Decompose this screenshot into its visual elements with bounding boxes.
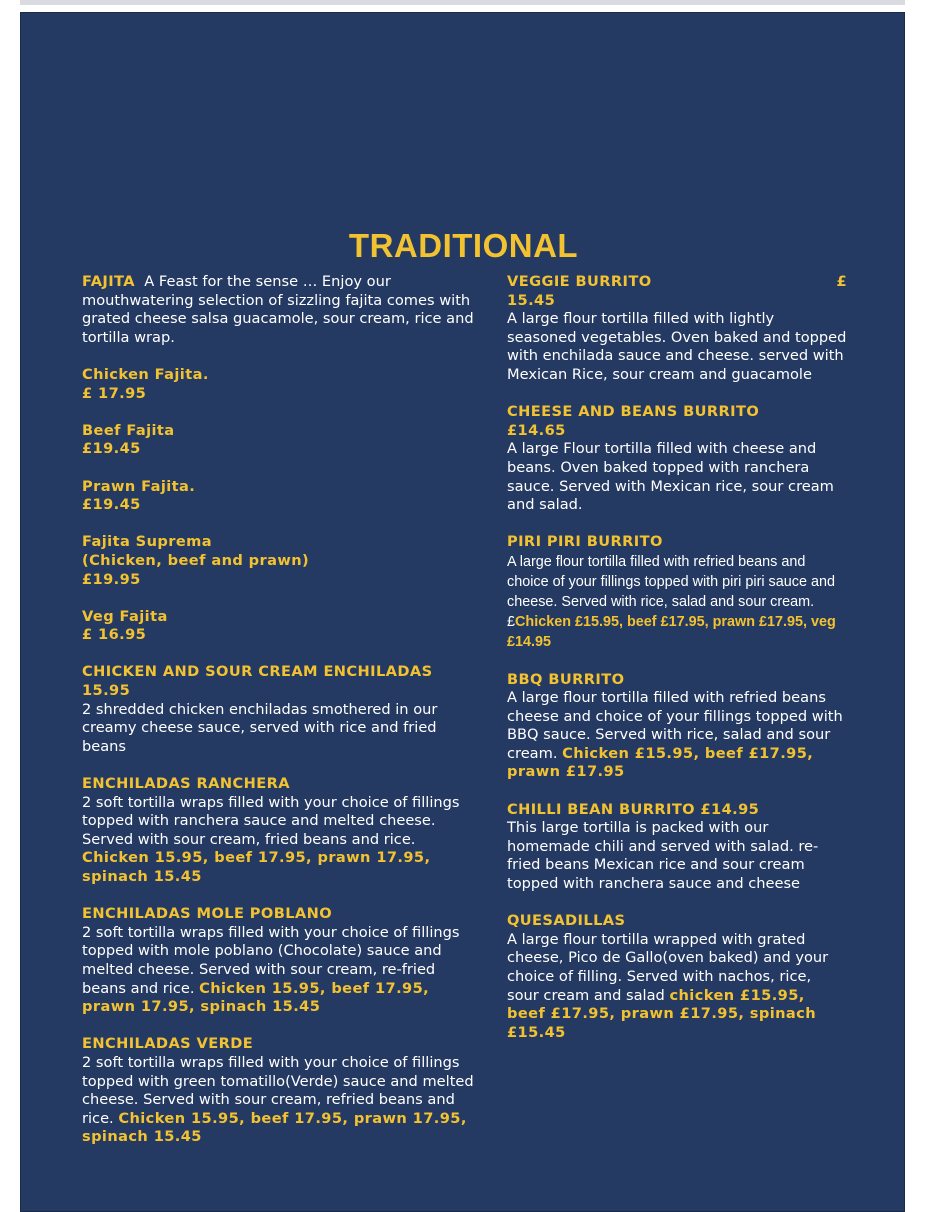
item-desc: A large flour tortilla filled with refried beans cheese and choice of your fillings topped with BBQ sauce. Served with rice, salad and sour cream. bbox=[507, 689, 843, 762]
menu-item-prawn-fajita bbox=[82, 478, 482, 515]
item-desc: A large flour tortilla filled with refried beans and choice of your fillings topped with piri piri sauce and cheese. Served with rice, salad and sour cream. £ bbox=[507, 553, 835, 630]
item-name: Fajita Suprema bbox=[82, 533, 212, 551]
item-subtitle: (Chicken, beef and prawn) bbox=[82, 551, 310, 569]
item-desc-block bbox=[507, 552, 847, 652]
item-desc: A Feast for the sense … Enjoy our mouthwatering selection of sizzling fajita comes with grated cheese salsa guacamole, sour cream, rice and tortilla wrap. bbox=[82, 273, 474, 346]
item-prices: chicken £15.95, beef £17.95, prawn £17.95, spinach £15.45 bbox=[507, 986, 817, 1041]
item-desc: A large flour tortilla filled with lightly seasoned vegetables. Oven baked and topped with enchilada sauce and cheese. served with Mexican Rice, sour cream and guacamole bbox=[507, 310, 847, 383]
menu-item-veggie-burrito bbox=[507, 273, 847, 385]
item-name: VEGGIE BURRITO bbox=[507, 273, 652, 290]
menu-item-chicken-sour-cream-enchiladas bbox=[82, 663, 482, 756]
menu-item-quesadillas bbox=[507, 912, 847, 1042]
item-desc: This large tortilla is packed with our homemade chili and served with salad. re-fried beans Mexican rice and sour cream topped with ranchera sauce and cheese bbox=[507, 819, 819, 893]
item-name: ENCHILADAS RANCHERA bbox=[82, 775, 290, 793]
item-price: £ 17.95 bbox=[82, 384, 147, 402]
item-name: ENCHILADAS VERDE bbox=[82, 1035, 254, 1053]
item-prices: Chicken 15.95, beef 17.95, prawn 17.95, spinach 15.45 bbox=[82, 979, 430, 1016]
item-price: £ 16.95 bbox=[82, 626, 147, 644]
menu-item-chilli-bean-burrito bbox=[507, 801, 847, 894]
item-prices: Chicken £15.95, beef £17.95, prawn £17.95 bbox=[507, 744, 814, 781]
item-prices: Chicken 15.95, beef 17.95, prawn 17.95, spinach 15.45 bbox=[82, 1109, 467, 1146]
item-name: CHICKEN AND SOUR CREAM ENCHILADAS bbox=[82, 663, 433, 681]
left-column bbox=[82, 273, 482, 1166]
top-divider bbox=[20, 0, 905, 5]
menu-item-enchiladas-mole-poblano bbox=[82, 905, 482, 1017]
item-desc: 2 soft tortilla wraps filled with your choice of fillings topped with ranchera sauce and melted cheese. Served with sour cream, fried beans and rice. bbox=[82, 793, 460, 848]
menu-item-piri-piri-burrito bbox=[507, 533, 847, 652]
menu-item-chicken-fajita bbox=[82, 366, 482, 403]
menu-item-veg-fajita bbox=[82, 608, 482, 645]
item-prices: Chicken 15.95, beef 17.95, prawn 17.95, spinach 15.45 bbox=[82, 849, 431, 885]
item-price: 15.95 bbox=[82, 682, 131, 700]
item-name: Beef Fajita bbox=[82, 421, 175, 439]
item-price: 15.45 bbox=[507, 291, 556, 309]
item-price: £19.95 bbox=[82, 570, 141, 588]
item-desc: 2 soft tortilla wraps filled with your choice of fillings topped with mole poblano (Chocolate) sauce and melted cheese. Served with sour cream, re-fried beans and rice. bbox=[82, 923, 460, 997]
menu-item-fajita-suprema bbox=[82, 533, 482, 589]
right-column bbox=[507, 273, 847, 1061]
item-desc: 2 shredded chicken enchiladas smothered in our creamy cheese sauce, served with rice and fried beans bbox=[82, 700, 438, 755]
menu-item-enchiladas-verde bbox=[82, 1035, 482, 1147]
item-name: ENCHILADAS MOLE POBLANO bbox=[82, 905, 333, 923]
menu-item-beef-fajita bbox=[82, 422, 482, 459]
item-name: Prawn Fajita. bbox=[82, 477, 196, 495]
item-name: QUESADILLAS bbox=[507, 912, 626, 930]
item-name: PIRI PIRI BURRITO bbox=[507, 533, 663, 551]
item-desc: A large Flour tortilla filled with cheese and beans. Oven baked topped with ranchera sauce. Served with Mexican rice, sour cream and salad. bbox=[507, 440, 834, 514]
menu-item-bbq-burrito bbox=[507, 671, 847, 783]
item-name: CHEESE AND BEANS BURRITO bbox=[507, 403, 760, 421]
item-name: FAJITA bbox=[82, 273, 135, 290]
menu-item-fajita bbox=[82, 273, 482, 347]
menu-item-enchiladas-ranchera bbox=[82, 775, 482, 887]
item-desc: 2 soft tortilla wraps filled with your choice of fillings topped with green tomatillo(Verde) sauce and melted cheese. Served with sour cream, refried beans and rice. bbox=[82, 1053, 474, 1127]
item-price: £19.45 bbox=[82, 496, 141, 514]
item-desc: A large flour tortilla wrapped with grated cheese, Pico de Gallo(oven baked) and your choice of filling. Served with nachos, rice, sour cream and salad bbox=[507, 930, 829, 1004]
menu-item-cheese-beans-burrito bbox=[507, 403, 847, 515]
item-name: CHILLI BEAN BURRITO £14.95 bbox=[507, 800, 760, 818]
section-title: TRADITIONAL bbox=[348, 227, 579, 264]
item-name: Chicken Fajita. bbox=[82, 365, 209, 383]
menu-page bbox=[20, 12, 905, 1212]
item-prices: Chicken £15.95, beef £17.95, prawn £17.95, veg £14.95 bbox=[507, 613, 836, 650]
item-name: Veg Fajita bbox=[82, 607, 168, 625]
item-price: £19.45 bbox=[82, 440, 141, 458]
item-price: £14.65 bbox=[507, 421, 566, 439]
item-header bbox=[507, 273, 847, 292]
item-currency: £ bbox=[836, 273, 847, 290]
item-name: BBQ BURRITO bbox=[507, 670, 625, 688]
